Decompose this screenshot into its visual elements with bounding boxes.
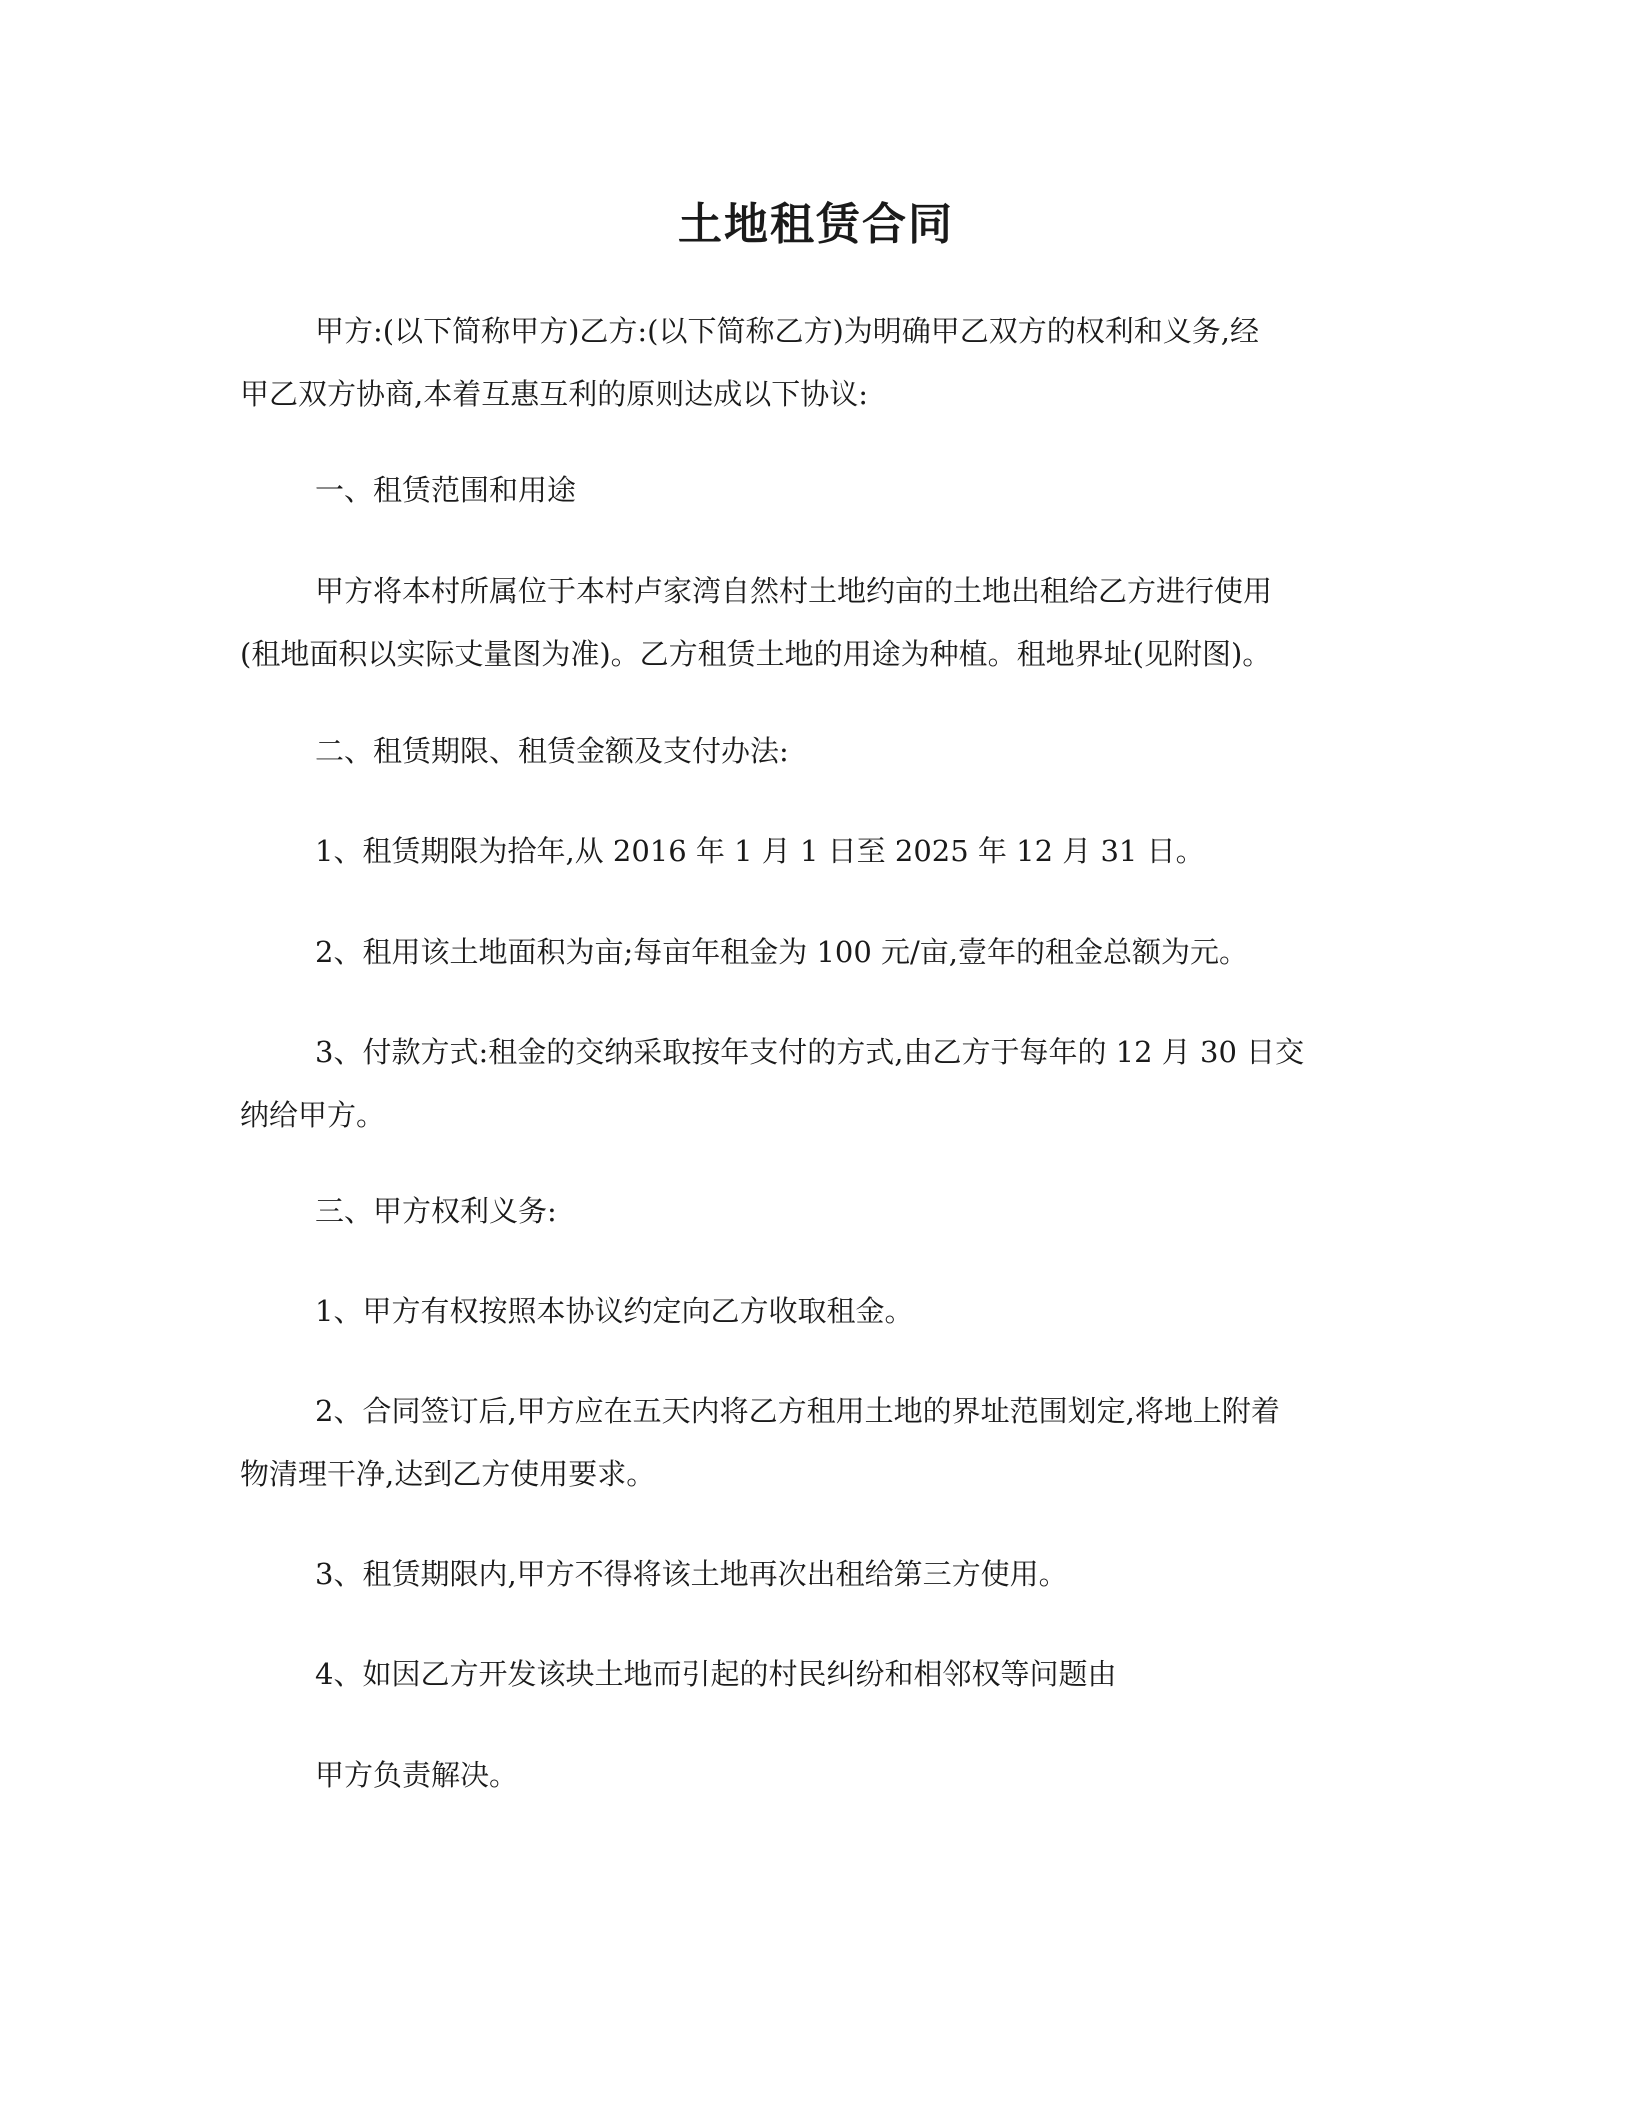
document-title: 土地租赁合同 — [678, 199, 954, 250]
clause-text-line: 1、租赁期限为拾年,从 2016 年 1 月 1 日至 2025 年 12 月 31 日。 — [315, 834, 1205, 868]
clause-text-line: 3、付款方式:租金的交纳采取按年支付的方式,由乙方于每年的 12 月 30 日交 — [315, 1035, 1305, 1069]
clause-text-line: 3、租赁期限内,甲方不得将该土地再次出租给第三方使用。 — [315, 1557, 1068, 1591]
intro-line-2: 甲乙双方协商,本着互惠互利的原则达成以下协议: — [240, 377, 868, 411]
section-heading-2: 二、租赁期限、租赁金额及支付办法: — [315, 734, 789, 768]
intro-line-1: 甲方:(以下简称甲方)乙方:(以下简称乙方)为明确甲乙双方的权利和义务,经 — [315, 314, 1260, 348]
clause-text-line: 1、甲方有权按照本协议约定向乙方收取租金。 — [315, 1294, 914, 1328]
section-heading-3: 三、甲方权利义务: — [315, 1194, 557, 1228]
section-heading-1: 一、租赁范围和用途 — [315, 473, 577, 507]
clause-text-line: 2、合同签订后,甲方应在五天内将乙方租用土地的界址范围划定,将地上附着 — [315, 1394, 1280, 1428]
clause-text-line: 甲方将本村所属位于本村卢家湾自然村土地约亩的土地出租给乙方进行使用 — [315, 574, 1273, 608]
clause-text-line: 2、租用该土地面积为亩;每亩年租金为 100 元/亩,壹年的租金总额为元。 — [315, 935, 1248, 969]
clause-text-line: (租地面积以实际丈量图为准)。乙方租赁土地的用途为种植。租地界址(见附图)。 — [240, 637, 1272, 671]
clause-text-line: 甲方负责解决。 — [315, 1758, 519, 1792]
clause-text-line: 纳给甲方。 — [240, 1098, 386, 1132]
clause-text-line: 4、如因乙方开发该块土地而引起的村民纠纷和相邻权等问题由 — [315, 1657, 1117, 1691]
clause-text-line: 物清理干净,达到乙方使用要求。 — [240, 1457, 656, 1491]
